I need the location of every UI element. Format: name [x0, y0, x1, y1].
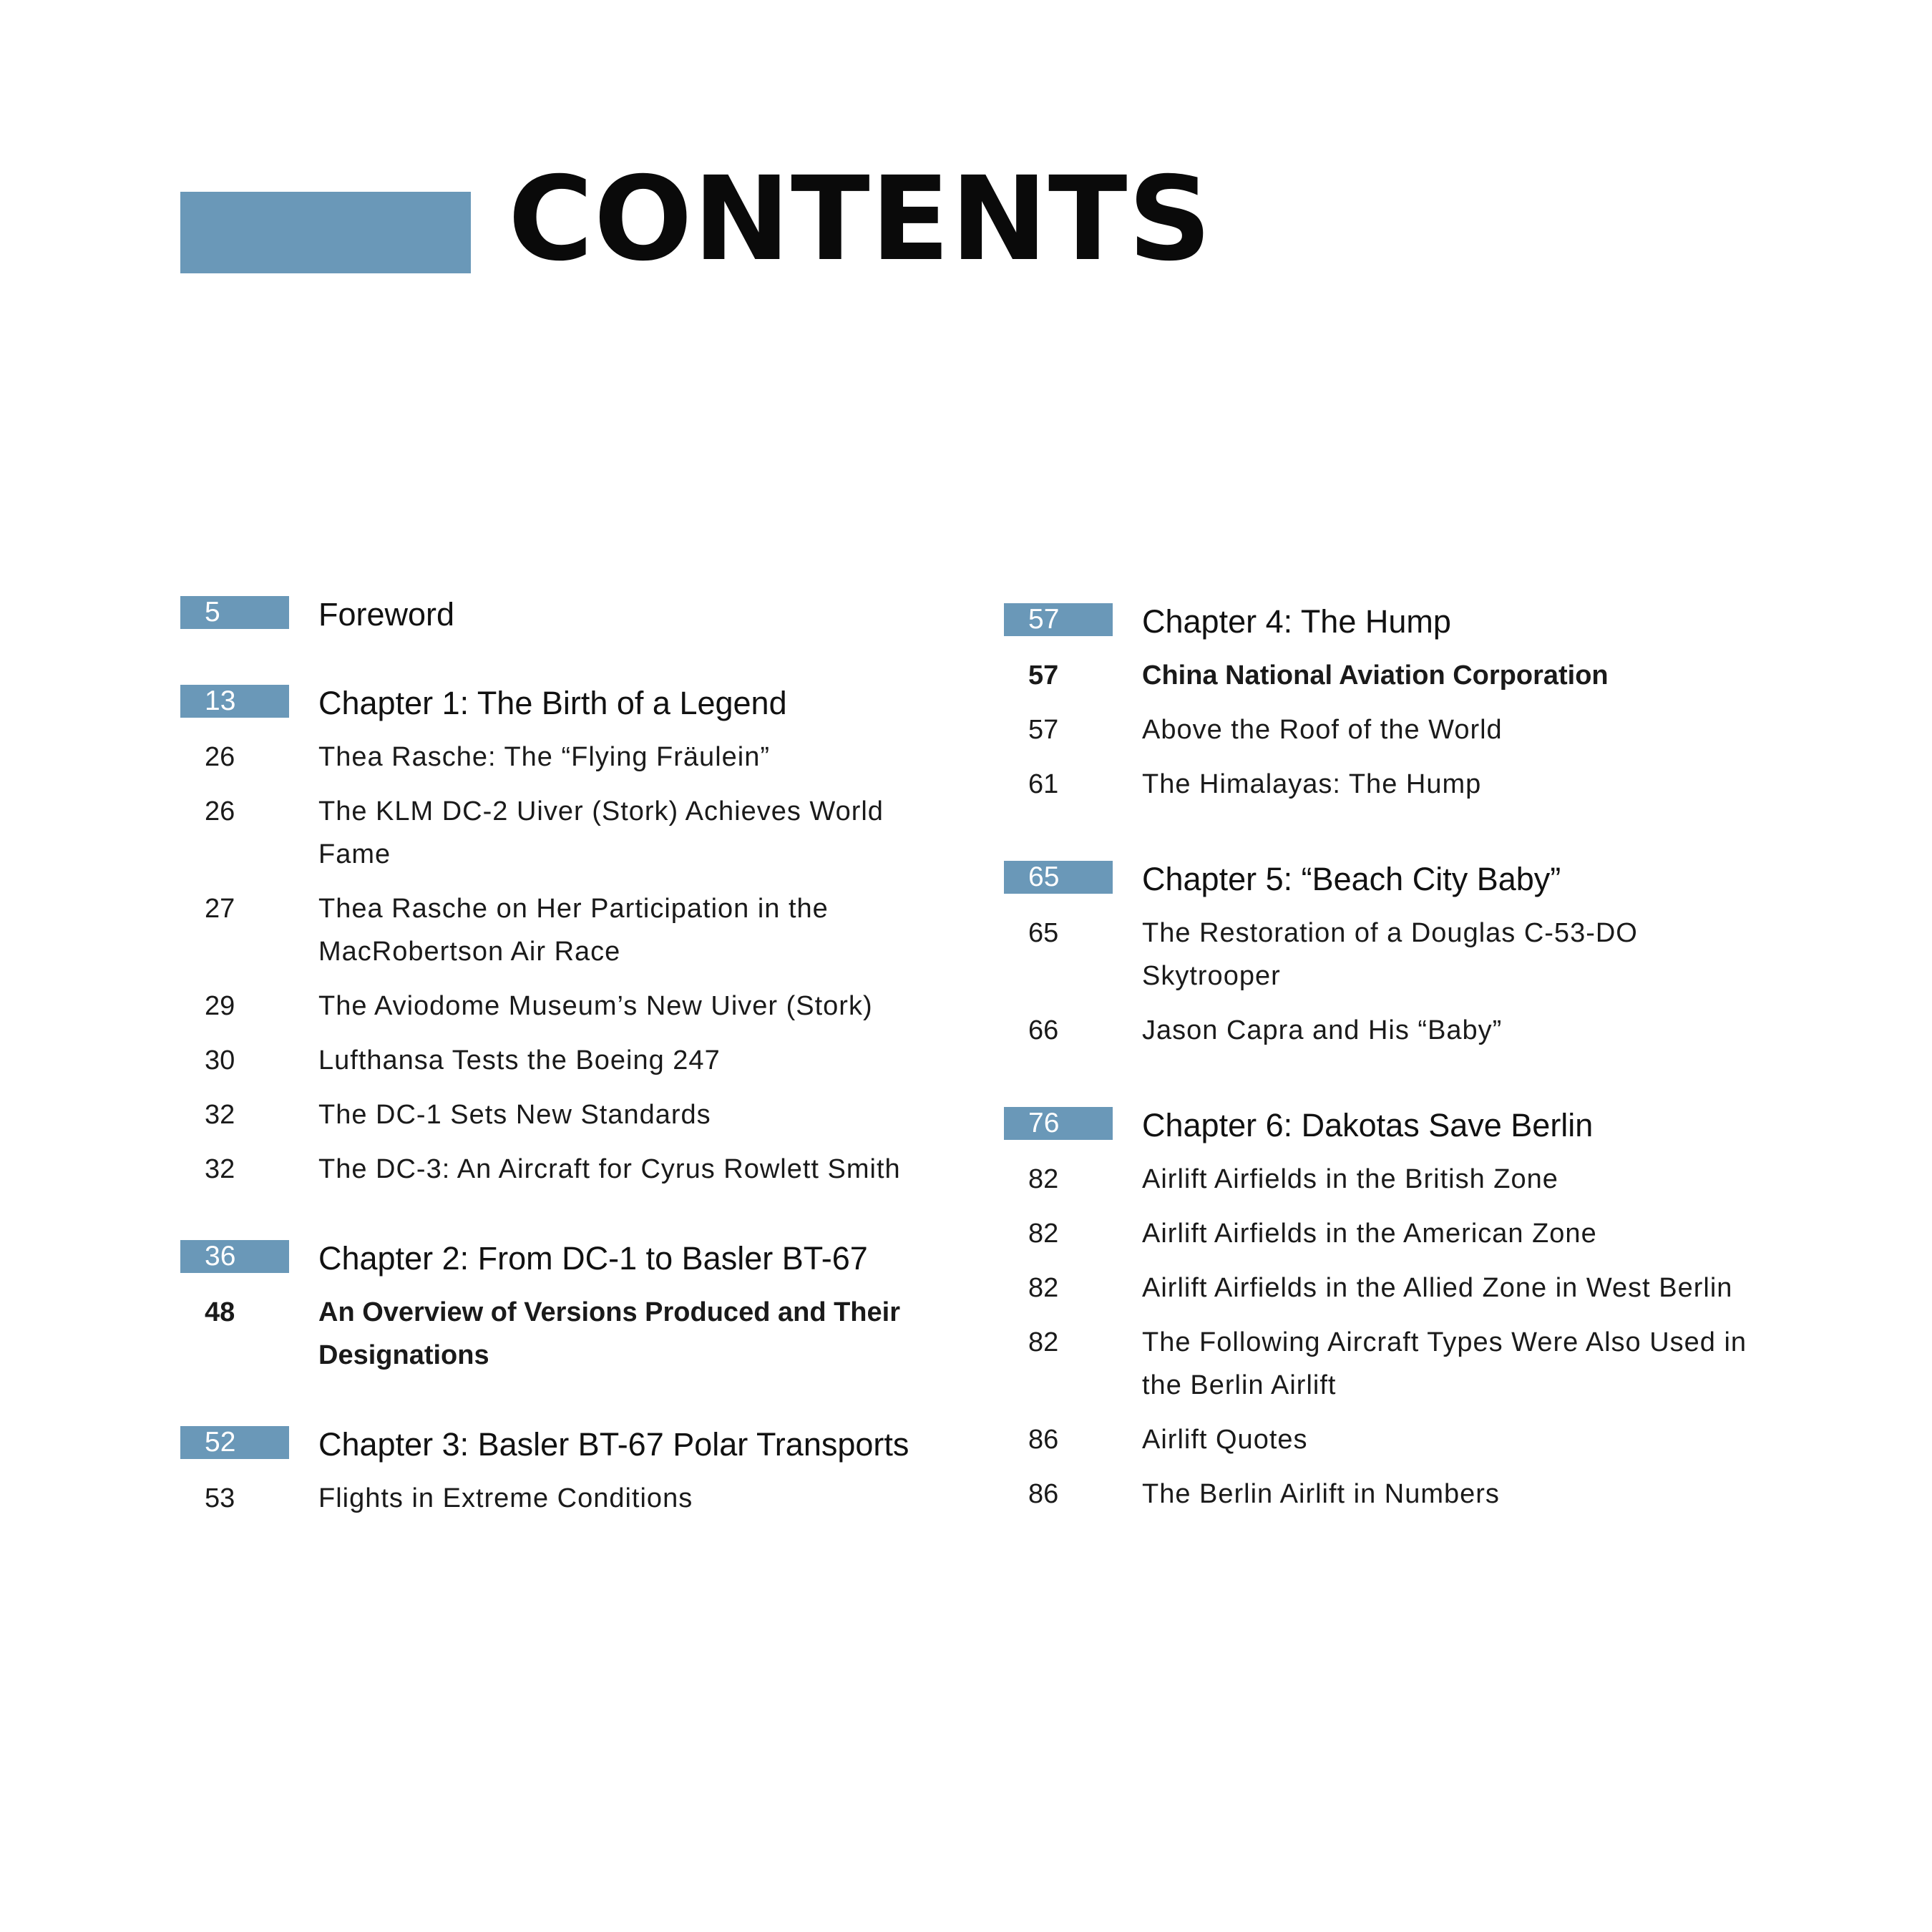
entry-title: The Aviodome Museum’s New Uiver (Stork) [318, 991, 873, 1021]
title-accent-bar [180, 192, 471, 273]
entry-title: Flights in Extreme Conditions [318, 1483, 693, 1513]
chapter-title: Chapter 4: The Hump [1142, 603, 1451, 640]
page-title: CONTENTS [508, 152, 1213, 287]
entry-page-number: 61 [1028, 769, 1059, 799]
toc-chapter [180, 1238, 1003, 1377]
chapter-page-badge: 76 [1004, 1107, 1113, 1140]
toc-chapter-heading[interactable] [180, 1424, 1003, 1465]
toc-entry[interactable] [180, 1477, 1003, 1520]
entry-page-number: 27 [205, 894, 235, 924]
toc-entry[interactable] [180, 1291, 1003, 1377]
toc-entry[interactable] [1004, 1009, 1827, 1052]
chapter-title: Chapter 2: From DC-1 to Basler BT-67 [318, 1240, 868, 1277]
entry-page-number: 32 [205, 1100, 235, 1130]
entry-page-number: 82 [1028, 1164, 1059, 1194]
entry-title: The DC-3: An Aircraft for Cyrus Rowlett Smith [318, 1154, 901, 1184]
toc-entry[interactable] [1004, 708, 1827, 751]
entry-title: Airlift Airfields in the American Zone [1142, 1219, 1597, 1249]
chapter-title: Chapter 5: “Beach City Baby” [1142, 861, 1561, 897]
entry-title: Airlift Airfields in the British Zone [1142, 1164, 1558, 1194]
entry-title: The Following Aircraft Types Were Also Used in the Berlin Airlift [1142, 1327, 1747, 1400]
entry-title: The KLM DC-2 Uiver (Stork) Achieves World Fame [318, 796, 884, 869]
entry-page-number: 29 [205, 991, 235, 1021]
toc-left-column [180, 594, 1003, 1520]
entry-title: Above the Roof of the World [1142, 715, 1503, 745]
entry-title: China National Aviation Corporation [1142, 660, 1609, 691]
entry-page-number: 48 [205, 1297, 235, 1327]
toc-chapter [180, 1424, 1003, 1520]
chapter-page-badge: 5 [180, 596, 289, 629]
toc-chapter-heading[interactable] [180, 594, 1003, 635]
chapter-title: Chapter 1: The Birth of a Legend [318, 685, 787, 721]
toc-entry[interactable] [180, 1093, 1003, 1136]
toc-chapter [180, 683, 1003, 1191]
entry-title: An Overview of Versions Produced and Their Designations [318, 1297, 900, 1370]
toc-chapter [1004, 859, 1827, 1052]
entry-title: Jason Capra and His “Baby” [1142, 1015, 1503, 1045]
toc-chapter-heading[interactable] [180, 1238, 1003, 1279]
toc-entry[interactable] [1004, 763, 1827, 806]
entry-page-number: 86 [1028, 1425, 1059, 1455]
toc-chapter [1004, 1105, 1827, 1516]
entry-page-number: 57 [1028, 660, 1059, 691]
toc-chapter-heading[interactable] [1004, 601, 1827, 643]
entry-page-number: 82 [1028, 1273, 1059, 1303]
entry-page-number: 32 [205, 1154, 235, 1184]
toc-entry[interactable] [1004, 1212, 1827, 1255]
chapter-page-badge: 57 [1004, 603, 1113, 636]
entry-page-number: 82 [1028, 1219, 1059, 1249]
entry-page-number: 86 [1028, 1479, 1059, 1509]
entry-title: Thea Rasche: The “Flying Fräulein” [318, 742, 770, 772]
toc-entry[interactable] [1004, 1267, 1827, 1309]
entry-page-number: 30 [205, 1045, 235, 1075]
entry-page-number: 82 [1028, 1327, 1059, 1357]
entry-page-number: 57 [1028, 715, 1059, 745]
toc-entry[interactable] [1004, 1418, 1827, 1461]
toc-entry[interactable] [180, 736, 1003, 779]
toc-entry[interactable] [180, 1148, 1003, 1191]
toc-entry[interactable] [180, 887, 1003, 973]
entry-page-number: 65 [1028, 918, 1059, 948]
entry-page-number: 53 [205, 1483, 235, 1513]
toc-entry[interactable] [1004, 1158, 1827, 1201]
toc-chapter-heading[interactable] [180, 683, 1003, 724]
entry-title: The Himalayas: The Hump [1142, 769, 1482, 799]
toc-entry[interactable] [180, 1039, 1003, 1082]
toc-entry[interactable] [1004, 912, 1827, 997]
chapter-page-badge: 13 [180, 685, 289, 718]
entry-page-number: 26 [205, 742, 235, 772]
entry-title: The DC-1 Sets New Standards [318, 1100, 711, 1130]
entry-title: The Restoration of a Douglas C-53-DO Skytrooper [1142, 918, 1638, 991]
entry-title: Lufthansa Tests the Boeing 247 [318, 1045, 721, 1075]
chapter-title: Chapter 6: Dakotas Save Berlin [1142, 1107, 1594, 1143]
chapter-page-badge: 52 [180, 1426, 289, 1459]
toc-entry[interactable] [1004, 1473, 1827, 1516]
entry-page-number: 66 [1028, 1015, 1059, 1045]
chapter-title: Foreword [318, 596, 455, 633]
chapter-title: Chapter 3: Basler BT-67 Polar Transports [318, 1426, 909, 1463]
toc-entry[interactable] [1004, 1321, 1827, 1407]
toc-chapter-heading[interactable] [1004, 859, 1827, 900]
toc-entry[interactable] [1004, 654, 1827, 697]
entry-page-number: 26 [205, 796, 235, 826]
entry-title: Airlift Quotes [1142, 1425, 1308, 1455]
entry-title: Thea Rasche on Her Participation in the MacRobertson Air Race [318, 894, 829, 967]
toc-chapter [180, 594, 1003, 635]
toc-entry[interactable] [180, 790, 1003, 876]
entry-title: The Berlin Airlift in Numbers [1142, 1479, 1500, 1509]
toc-entry[interactable] [180, 985, 1003, 1028]
entry-title: Airlift Airfields in the Allied Zone in West Berlin [1142, 1273, 1733, 1303]
toc-chapter-heading[interactable] [1004, 1105, 1827, 1146]
chapter-page-badge: 65 [1004, 861, 1113, 894]
chapter-page-badge: 36 [180, 1240, 289, 1273]
toc-right-column [1004, 601, 1827, 1516]
toc-chapter [1004, 601, 1827, 806]
